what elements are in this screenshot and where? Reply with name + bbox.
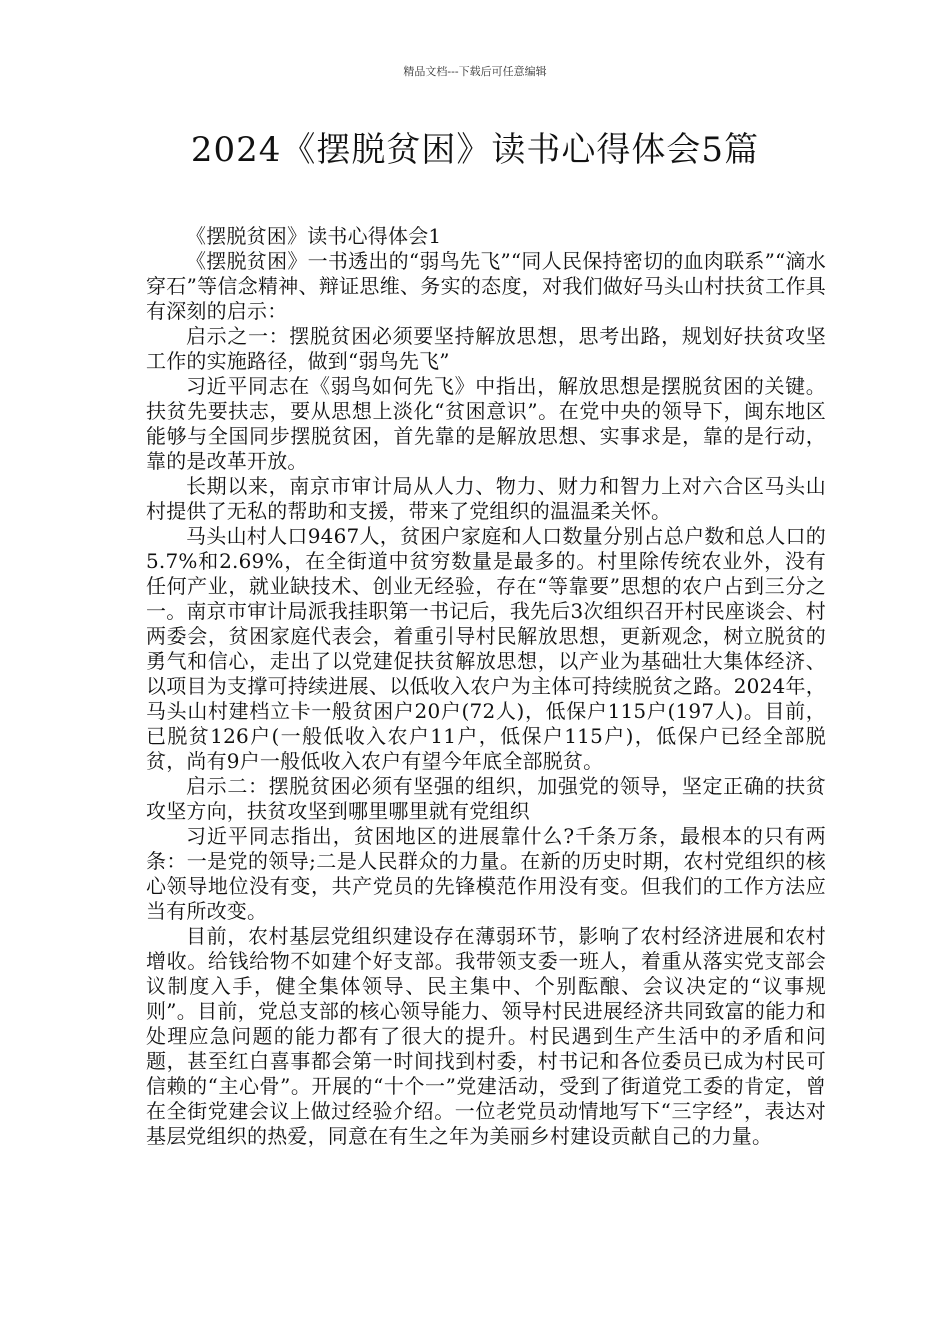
paragraph: 启示之一：摆脱贫困必须要坚持解放思想，思考出路，规划好扶贫攻坚工作的实施路径，做到“弱鸟先飞” <box>146 324 826 373</box>
paragraph: 启示二：摆脱贫困必须有坚强的组织，加强党的领导，坚定正确的扶贫攻坚方向，扶贫攻坚到哪里哪里就有党组织 <box>146 774 826 823</box>
paragraph: 马头山村人口9467人，贫困户家庭和人口数量分别占总户数和总人口的5.7%和2.69%，在全街道中贫穷数量是最多的。村里除传统农业外，没有任何产业，就业缺技术、创业无经验，存在“等靠要”思想的农户占到三分之一。南京市审计局派我挂职第一书记后，我先后3次组织召开村民座谈会、村两委会，贫困家庭代表会，着重引导村民解放思想，更新观念，树立脱贫的勇气和信心，走出了以党建促扶贫解放思想，以产业为基础壮大集体经济、以项目为支撑可持续进展、以低收入农户为主体可持续脱贫之路。2024年，马头山村建档立卡一般贫困户20户(72人)，低保户115户(197人)。目前，已脱贫126户(一般低收入农户11户，低保户115户)，低保户已经全部脱贫，尚有9户一般低收入农户有望今年底全部脱贫。 <box>146 524 826 773</box>
paragraph: 《摆脱贫困》一书透出的“弱鸟先飞”“同人民保持密切的血肉联系”“滴水穿石”等信念精神、辩证思维、务实的态度，对我们做好马头山村扶贫工作具有深刻的启示： <box>146 249 826 323</box>
paragraph: 长期以来，南京市审计局从人力、物力、财力和智力上对六合区马头山村提供了无私的帮助和支援，带来了党组织的温温柔关怀。 <box>146 474 826 523</box>
paragraph: 目前，农村基层党组织建设存在薄弱环节，影响了农村经济进展和农村增收。给钱给物不如建个好支部。我带领支委一班人，着重从落实党支部会议制度入手，健全集体领导、民主集中、个别酝酿、会议决定的“议事规则”。目前，党总支部的核心领导能力、领导村民进展经济共同致富的能力和处理应急问题的能力都有了很大的提升。村民遇到生产生活中的矛盾和问题，甚至红白喜事都会第一时间找到村委，村书记和各位委员已成为村民可信赖的“主心骨”。开展的“十个一”党建活动，受到了街道党工委的肯定，曾在全街党建会议上做过经验介绍。一位老党员动情地写下“三字经”，表达对基层党组织的热爱，同意在有生之年为美丽乡村建设贡献自己的力量。 <box>146 924 826 1148</box>
header-note: 精品文档---下载后可任意编辑 <box>403 65 547 78</box>
paragraph: 习近平同志指出，贫困地区的进展靠什么?千条万条，最根本的只有两条：一是党的领导;二是人民群众的力量。在新的历史时期，农村党组织的核心领导地位没有变，共产党员的先锋模范作用没有变。但我们的工作方法应当有所改变。 <box>146 824 826 923</box>
paragraph: 习近平同志在《弱鸟如何先飞》中指出，解放思想是摆脱贫困的关键。扶贫先要扶志，要从思想上淡化“贫困意识”。在党中央的领导下，闽东地区能够与全国同步摆脱贫困，首先靠的是解放思想、实事求是，靠的是行动，靠的是改革开放。 <box>146 374 826 473</box>
document-body <box>146 224 826 1149</box>
section-heading: 《摆脱贫困》读书心得体会1 <box>186 224 442 248</box>
document-title: 2024《摆脱贫困》读书心得体会5篇 <box>190 130 760 170</box>
